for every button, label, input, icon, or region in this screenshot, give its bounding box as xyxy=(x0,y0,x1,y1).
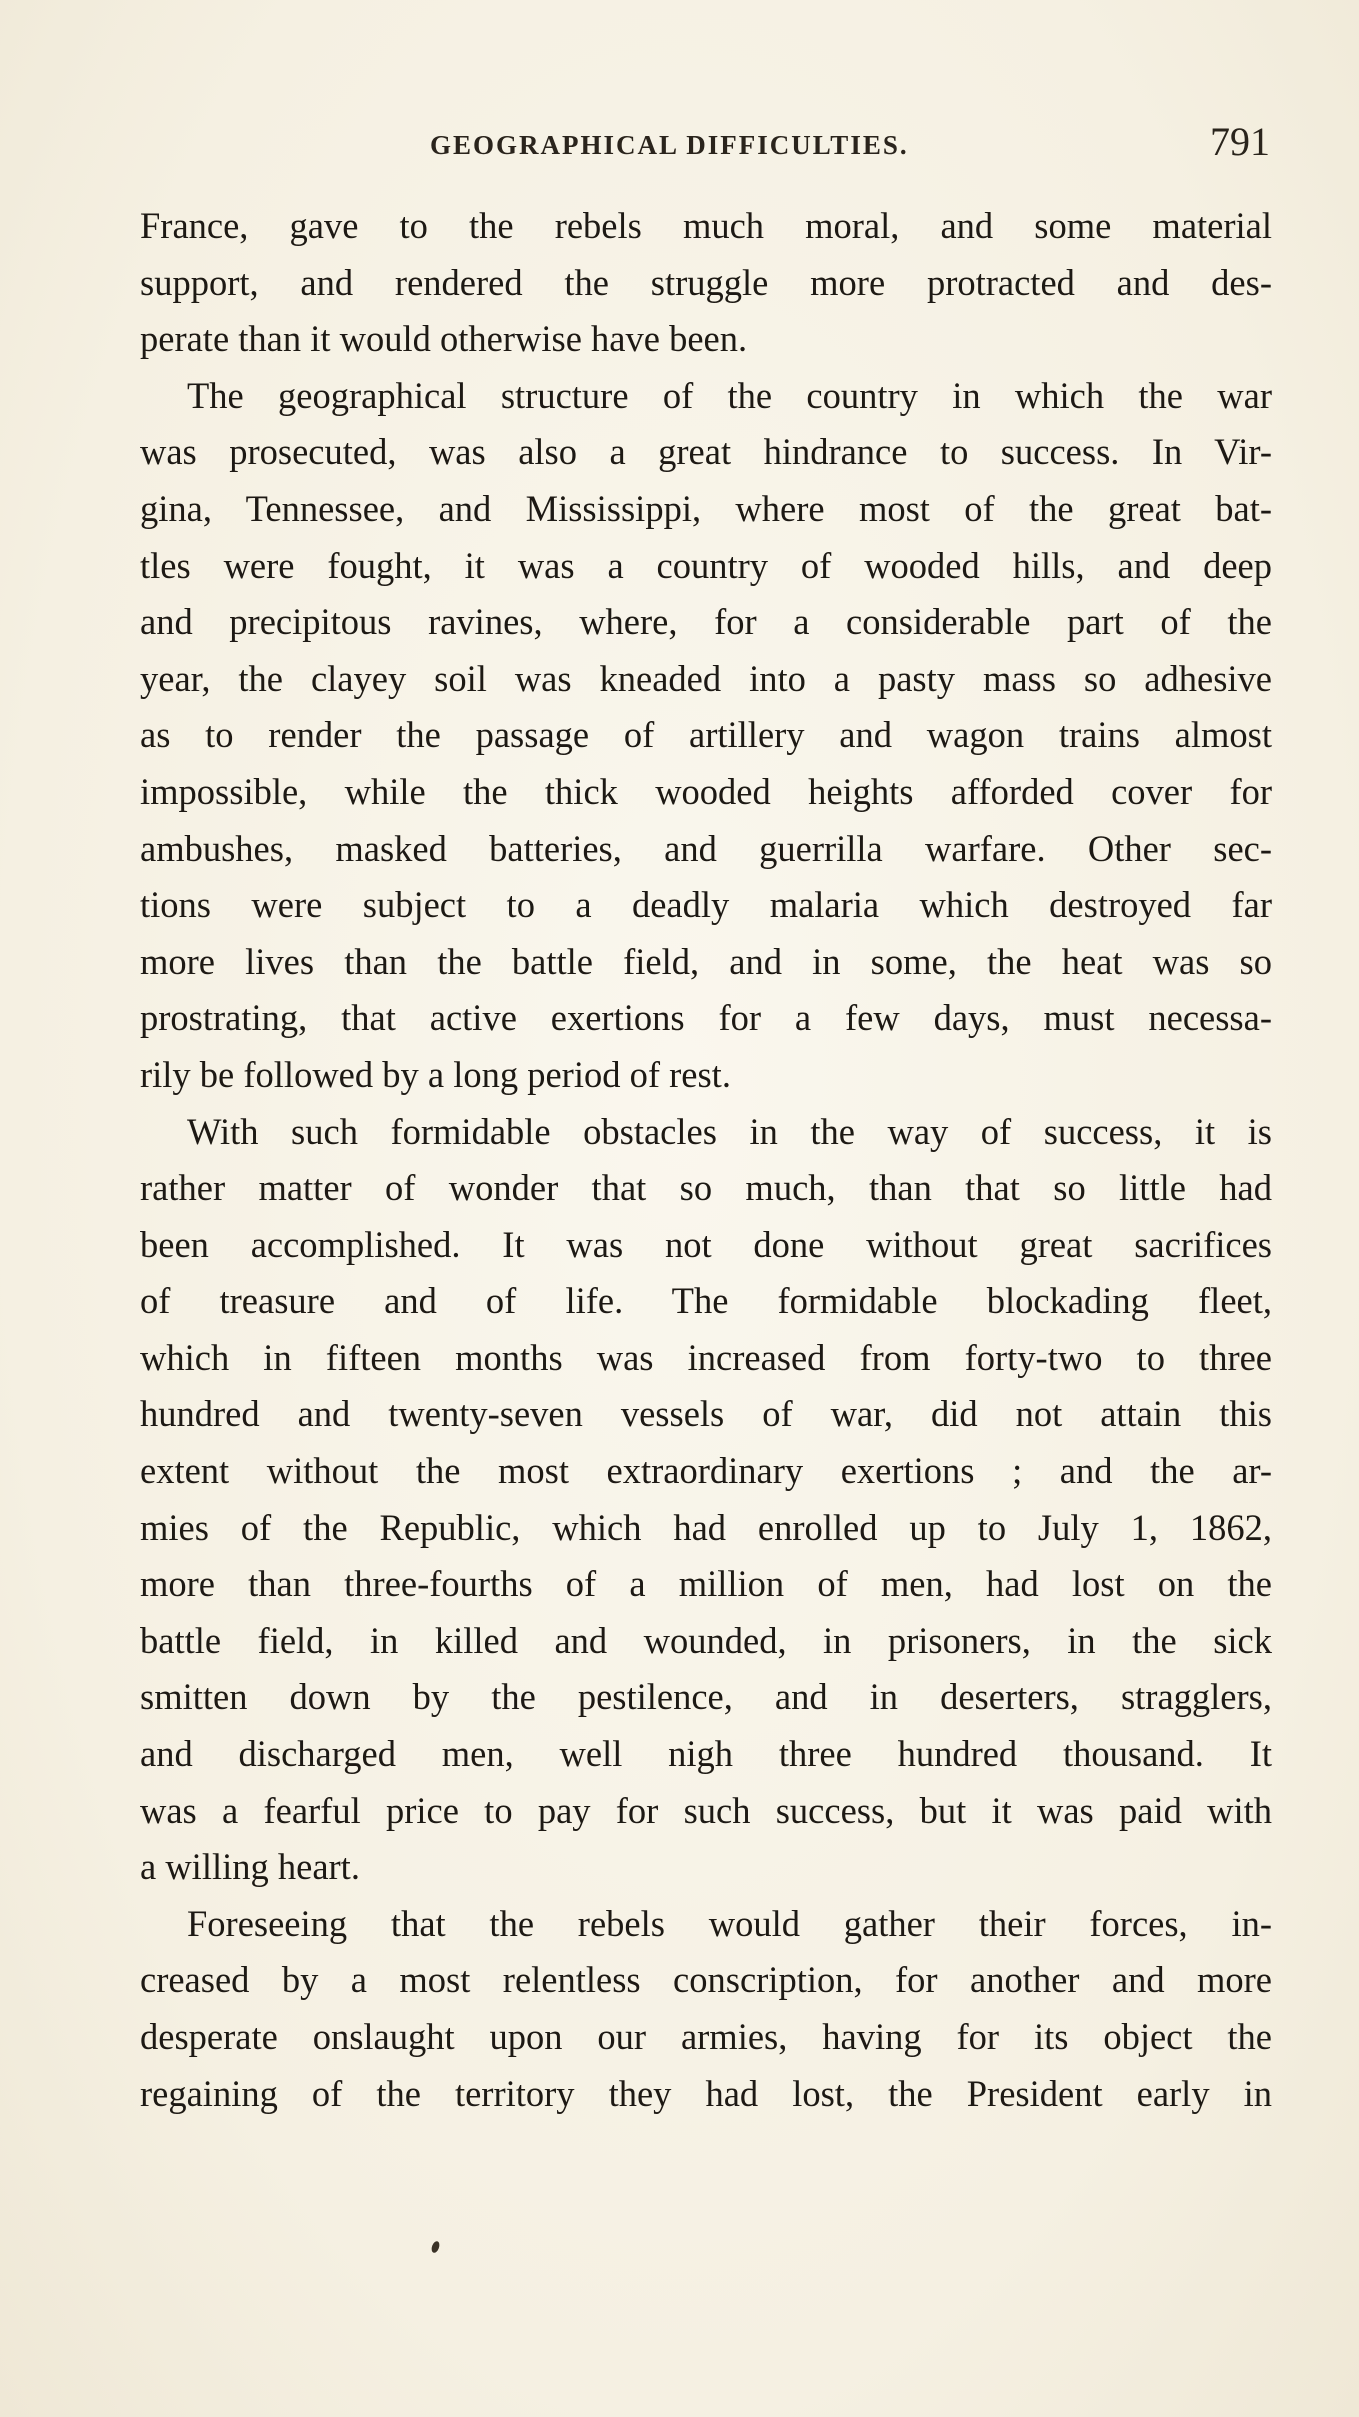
text-line: support, and rendered the struggle more protracted and des- xyxy=(140,261,1272,303)
text-line: tles were fought, it was a country of wooded hills, and deep xyxy=(140,544,1272,586)
text-line: and discharged men, well nigh three hundred thousand. It xyxy=(140,1733,1272,1775)
running-header xyxy=(140,118,1270,168)
text-line: and precipitous ravines, where, for a considerable part of the xyxy=(140,601,1272,643)
body-text xyxy=(140,198,1272,2122)
text-line: desperate onslaught upon our armies, having for its object the xyxy=(140,2016,1272,2057)
text-line: was prosecuted, was also a great hindrance to success. In Vir- xyxy=(140,431,1272,473)
text-line: as to render the passage of artillery and wagon trains almost xyxy=(140,714,1272,756)
running-title: GEOGRAPHICAL DIFFICULTIES. xyxy=(430,130,909,160)
text-line: of treasure and of life. The formidable blockading fleet, xyxy=(140,1280,1272,1322)
text-line: a willing heart. xyxy=(140,1846,360,1888)
text-line: more lives than the battle field, and in some, the heat was so xyxy=(140,940,1272,982)
ink-speck xyxy=(430,2240,441,2254)
text-line: creased by a most relentless conscription, for another and more xyxy=(140,1959,1272,2001)
text-line: which in fifteen months was increased from forty-two to three xyxy=(140,1336,1272,1378)
text-line: prostrating, that active exertions for a few days, must necessa- xyxy=(140,997,1272,1039)
text-line: ambushes, masked batteries, and guerrilla warfare. Other sec- xyxy=(140,827,1272,869)
text-line: hundred and twenty-seven vessels of war, did not attain this xyxy=(140,1393,1272,1435)
text-line: extent without the most extraordinary exertions ; and the ar- xyxy=(140,1450,1272,1492)
text-line: year, the clayey soil was kneaded into a pasty mass so adhesive xyxy=(140,657,1272,699)
text-line: regaining of the territory they had lost, the President early in xyxy=(140,2072,1272,2114)
text-line: battle field, in killed and wounded, in prisoners, in the sick xyxy=(140,1619,1272,1661)
paragraph-start-line: The geographical structure of the country in which the war xyxy=(187,374,1272,416)
paragraph-start-line: Foreseeing that the rebels would gather their forces, in- xyxy=(187,1902,1272,1944)
text-line: was a fearful price to pay for such success, but it was paid with xyxy=(140,1789,1272,1831)
page-number: 791 xyxy=(1210,119,1270,164)
text-line: mies of the Republic, which had enrolled up to July 1, 1862, xyxy=(140,1506,1272,1548)
text-line: more than three-fourths of a million of men, had lost on the xyxy=(140,1563,1272,1605)
text-line: impossible, while the thick wooded heights afforded cover for xyxy=(140,770,1272,812)
text-line: gina, Tennessee, and Mississippi, where most of the great bat- xyxy=(140,487,1272,529)
text-line: France, gave to the rebels much moral, and some material xyxy=(140,205,1272,246)
text-line: smitten down by the pestilence, and in deserters, stragglers, xyxy=(140,1676,1272,1718)
paragraph-start-line: With such formidable obstacles in the way of success, it is xyxy=(187,1110,1272,1152)
text-line: perate than it would otherwise have been. xyxy=(140,318,748,360)
text-line: rily be followed by a long period of rest. xyxy=(140,1053,731,1095)
text-line: been accomplished. It was not done without great sacrifices xyxy=(140,1223,1272,1265)
text-line: tions were subject to a deadly malaria which destroyed far xyxy=(140,884,1272,926)
text-line: rather matter of wonder that so much, than that so little had xyxy=(140,1167,1272,1209)
